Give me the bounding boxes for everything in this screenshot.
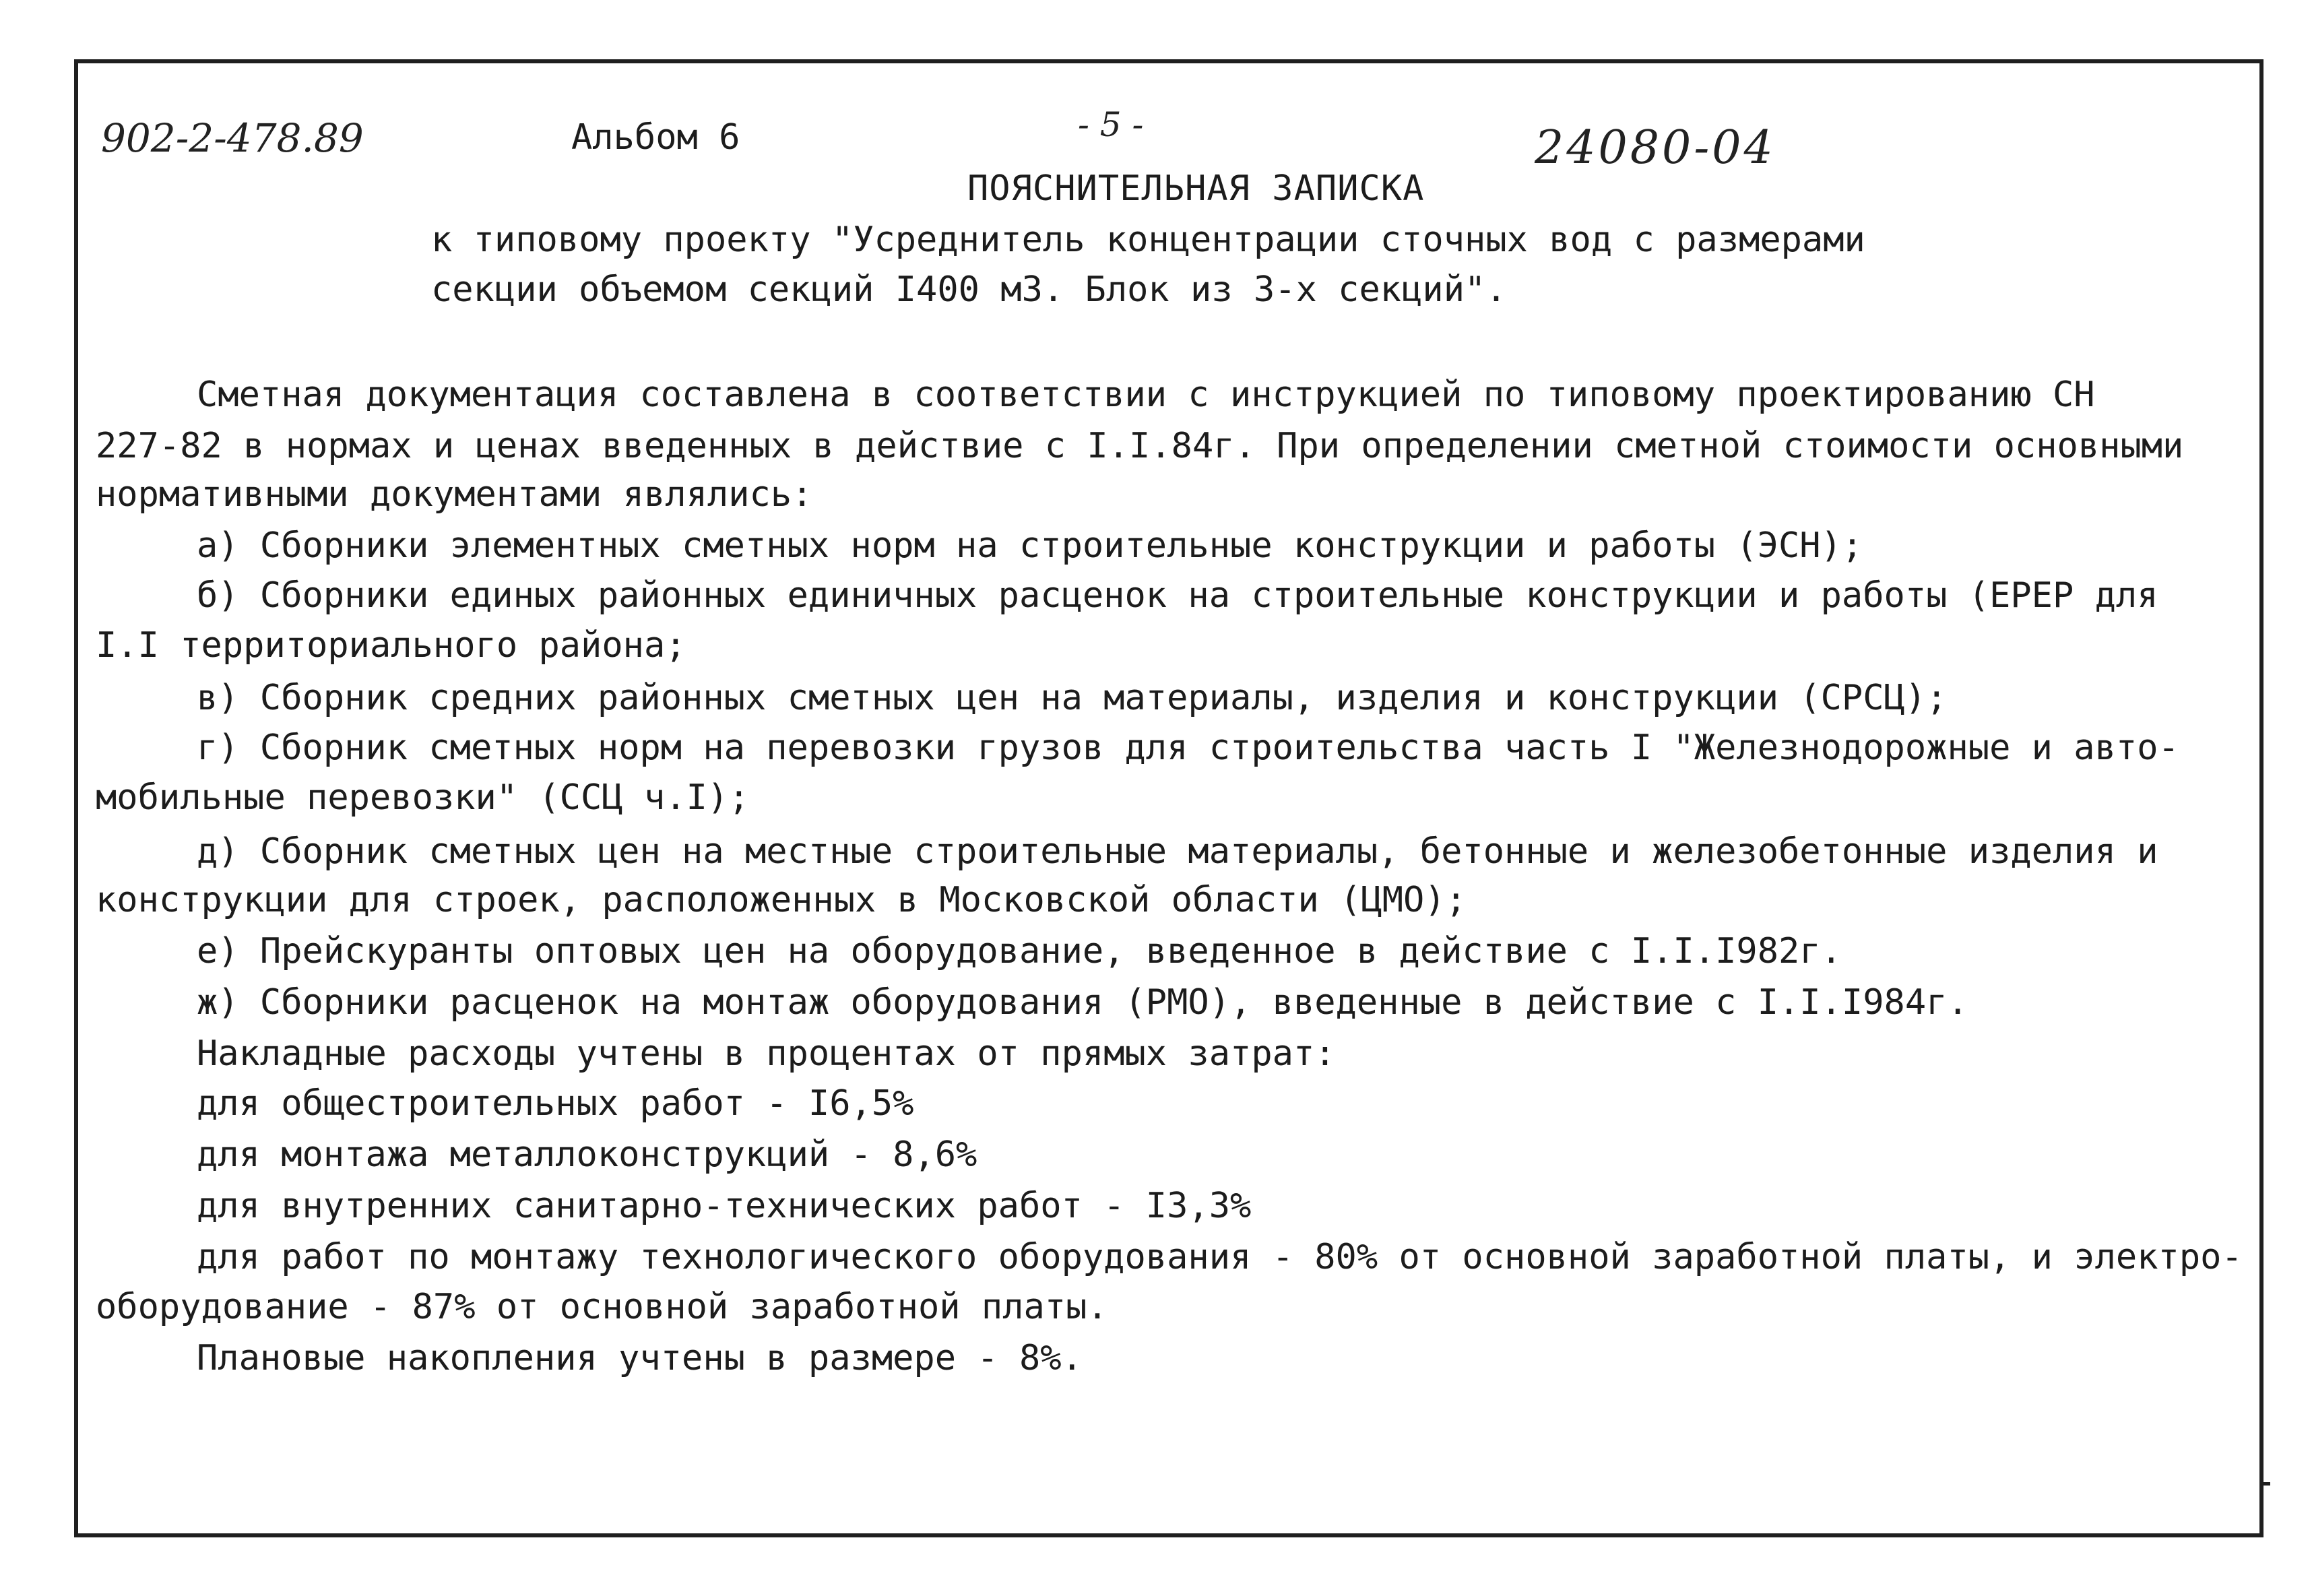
body-line: г) Сборник сметных норм на перевозки грузов для строительства часть I "Железнодорожные и авто-: [197, 728, 2179, 768]
body-line: б) Сборники единых районных единичных расценок на строительные конструкции и работы (ЕРЕР для: [197, 575, 2158, 616]
subtitle-line-2: секции объемом секций I400 м3. Блок из 3-х секций".: [431, 269, 1507, 310]
body-line: Сметная документация составлена в соответствии с инструкцией по типовому проектированию СН: [197, 375, 2095, 415]
body-line: I.I территориального района;: [96, 625, 686, 666]
body-line: для работ по монтажу технологического оборудования - 80% от основной заработной платы, и электро-: [197, 1237, 2243, 1277]
body-line: д) Сборник сметных цен на местные строительные материалы, бетонные и железобетонные изделия и: [197, 831, 2158, 872]
body-line: мобильные перевозки" (ССЦ ч.I);: [96, 777, 750, 818]
body-line: для монтажа металлоконструкций - 8,6%: [197, 1135, 977, 1175]
subtitle-line-1: к типовому проекту "Усреднитель концентрации сточных вод с размерами: [431, 220, 1865, 260]
page-title: ПОЯСНИТЕЛЬНАЯ ЗАПИСКА: [967, 168, 1425, 209]
body-line: Накладные расходы учтены в процентах от прямых затрат:: [197, 1033, 1336, 1074]
body-line: ж) Сборники расценок на монтаж оборудования (РМО), введенные в действие с I.I.I984г.: [197, 982, 1968, 1023]
body-line: 227-82 в нормах и ценах введенных в действие с I.I.84г. При определении сметной стоимости основными: [96, 426, 2184, 466]
document-code: 902-2-478.89: [101, 115, 364, 161]
body-line: для общестроительных работ - I6,5%: [197, 1083, 914, 1124]
project-number: 24080-04: [1535, 121, 1776, 174]
frame-edge-mark: [2261, 1482, 2270, 1486]
body-line: оборудование - 87% от основной заработной платы.: [96, 1287, 1108, 1327]
body-line: а) Сборники элементных сметных норм на строительные конструкции и работы (ЭСН);: [197, 525, 1863, 566]
body-line: в) Сборник средних районных сметных цен на материалы, изделия и конструкции (СРСЦ);: [197, 678, 1948, 718]
body-line: для внутренних санитарно-технических работ - I3,3%: [197, 1186, 1252, 1226]
album-label: Альбом 6: [571, 117, 740, 158]
body-line: нормативными документами являлись:: [96, 474, 813, 515]
page-number: - 5 -: [1078, 105, 1144, 144]
body-line: Плановые накопления учтены в размере - 8%.: [197, 1338, 1083, 1378]
body-line: конструкции для строек, расположенных в Московской области (ЦМО);: [96, 880, 1467, 920]
body-line: е) Прейскуранты оптовых цен на оборудование, введенное в действие с I.I.I982г.: [197, 931, 1842, 971]
